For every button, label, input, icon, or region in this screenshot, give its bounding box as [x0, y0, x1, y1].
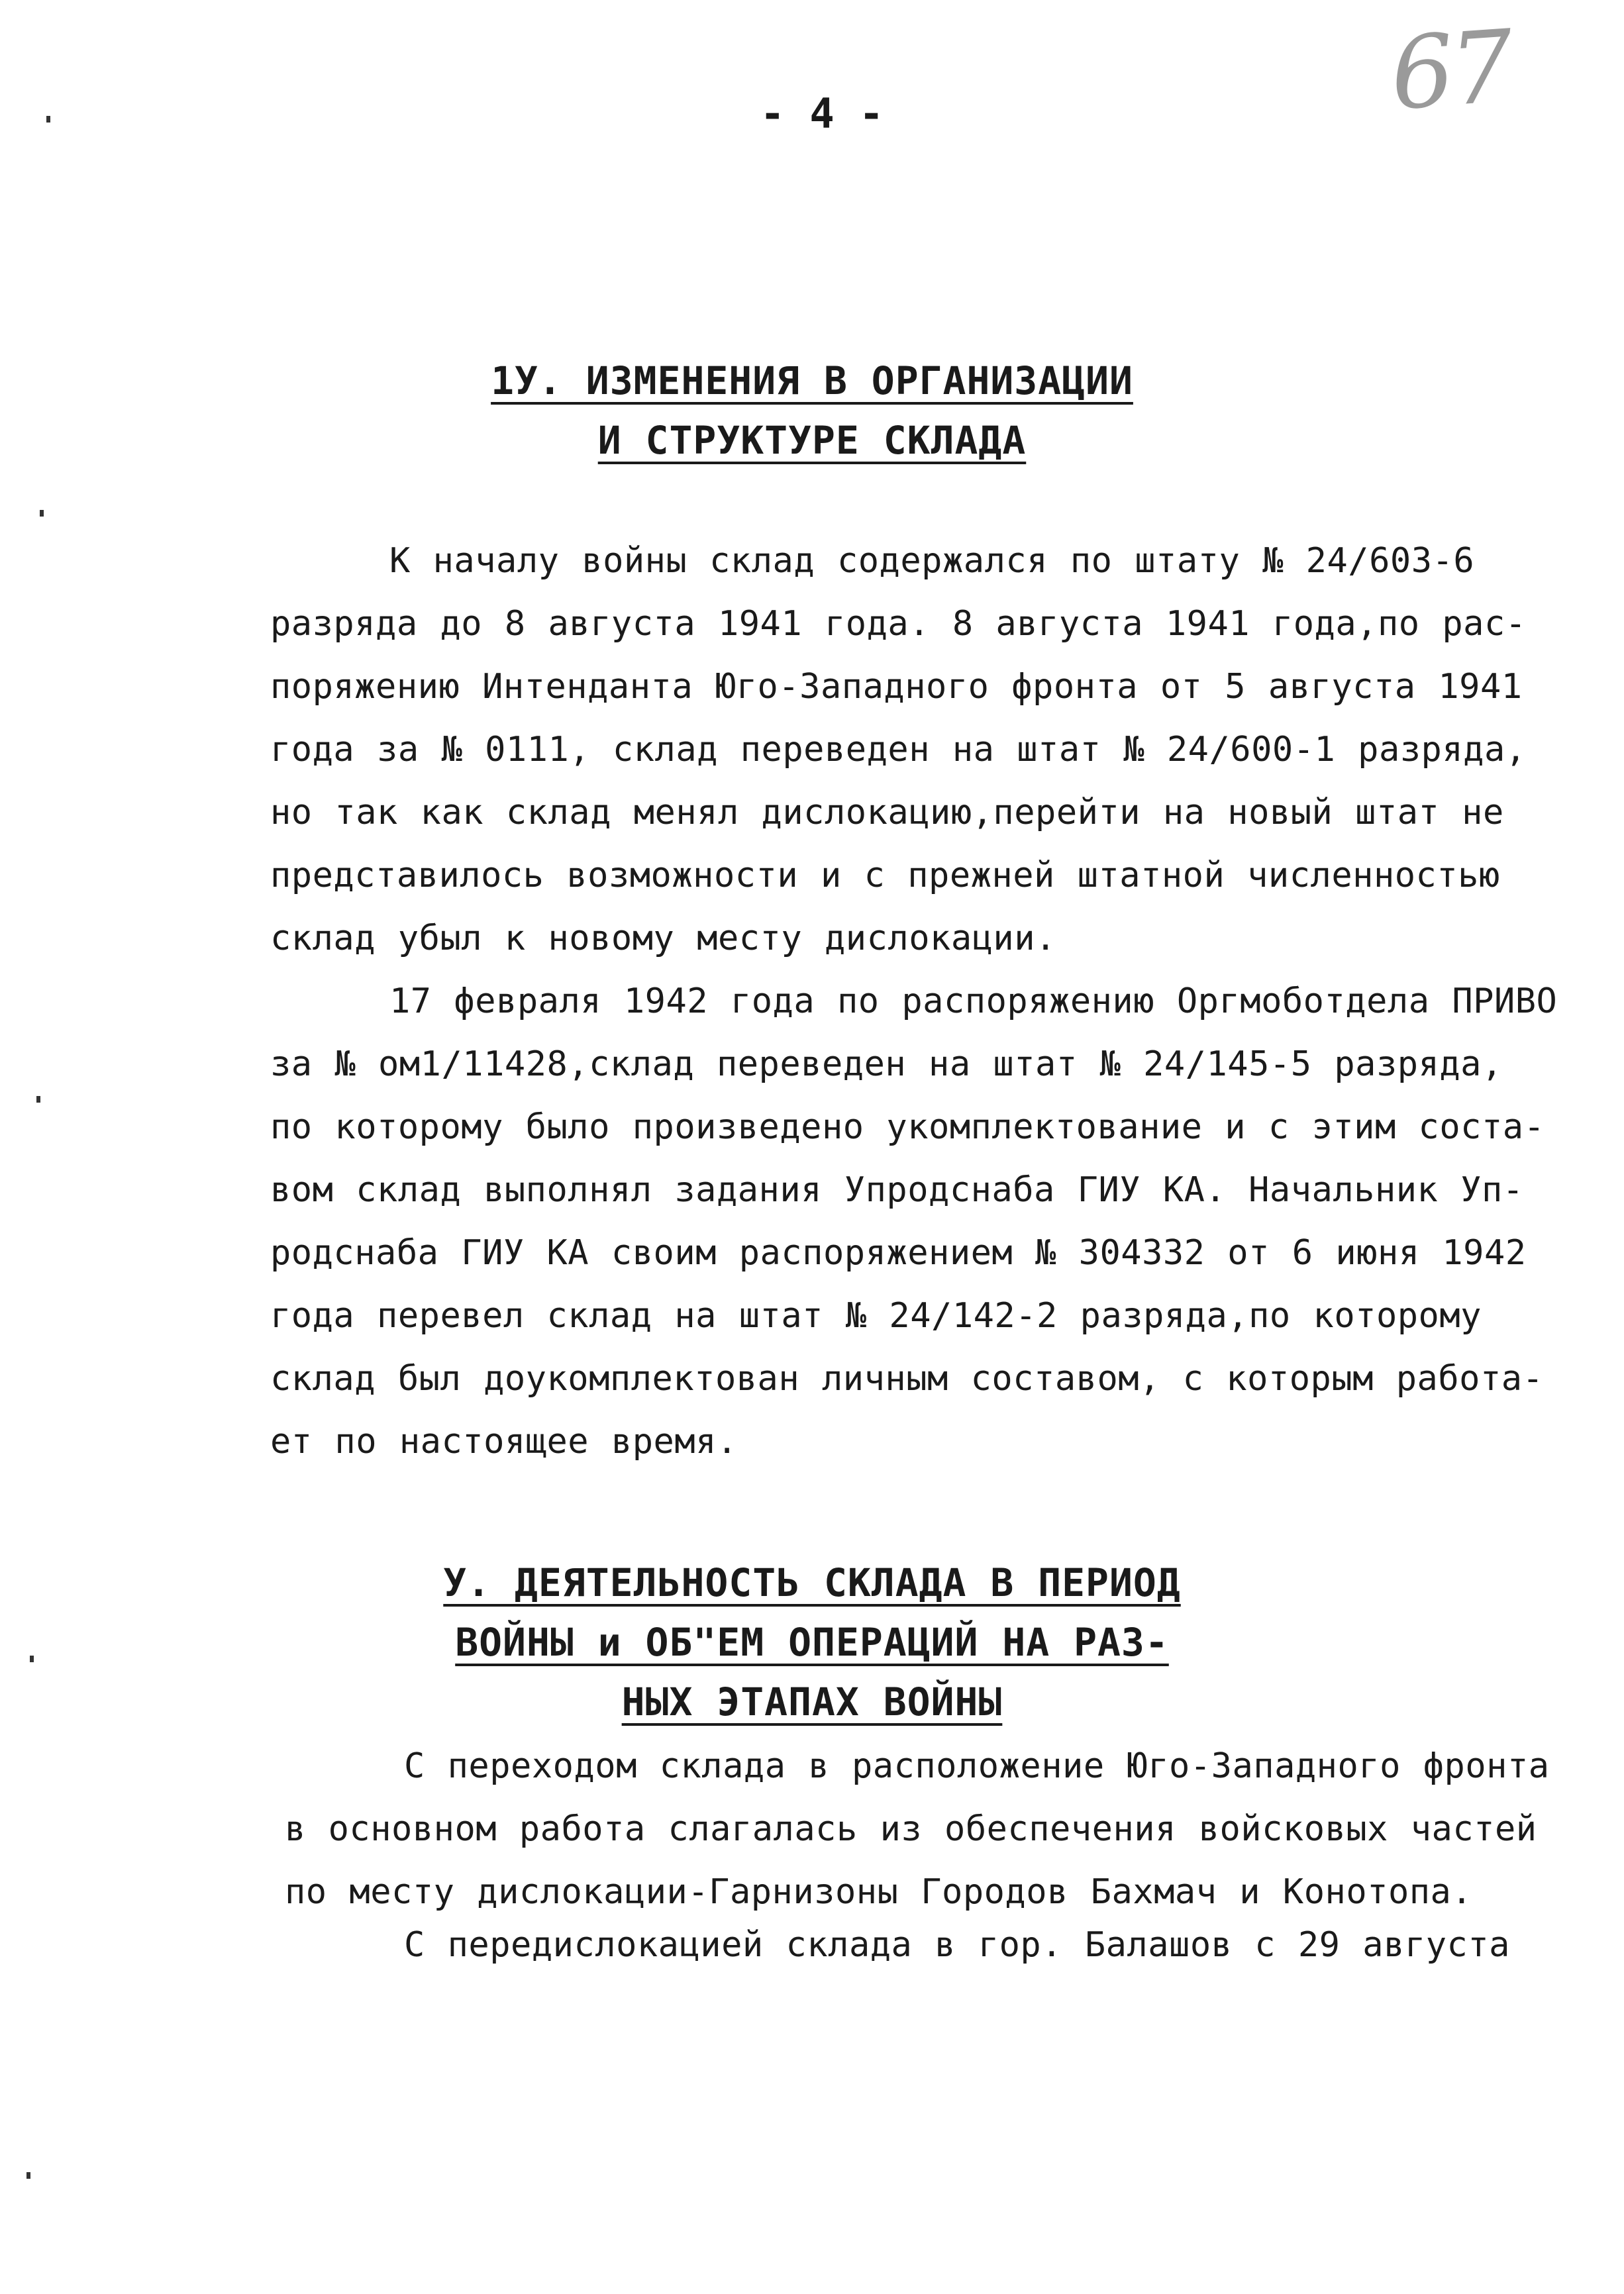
section-4-heading — [0, 351, 1624, 470]
text-line: ет по настоящее время. — [270, 1422, 738, 1462]
paragraph-balashov-relocation — [285, 1914, 1603, 1977]
text-line: 17 февраля 1942 года по распоряжению Оргмоботдела ПРИВО — [389, 981, 1558, 1021]
section-4-heading-line-1: 1У. ИЗМЕНЕНИЯ В ОРГАНИЗАЦИИ — [491, 358, 1133, 403]
section-4-heading-line-2: И СТРУКТУРЕ СКЛАДА — [597, 418, 1027, 463]
text-line: по месту дислокации-Гарнизоны Городов Бахмач и Конотопа. — [285, 1872, 1473, 1912]
margin-speck — [36, 1096, 40, 1103]
margin-speck — [40, 510, 44, 517]
paragraph-southwest-front — [285, 1735, 1603, 1924]
margin-speck — [30, 1656, 34, 1662]
text-line: по которому было произведено укомплектование и с этим соста- — [270, 1107, 1545, 1147]
text-line: С передислокацией склада в гор. Балашов с 29 августа — [404, 1925, 1510, 1965]
text-line: склад был доукомплектован личным составом, с которым работа- — [270, 1359, 1544, 1399]
page-number: - 4 - — [760, 89, 884, 138]
text-line: но так как склад менял дислокацию,перейти на новый штат не — [270, 793, 1504, 832]
text-line: С переходом склада в расположение Юго-Западного фронта — [404, 1746, 1550, 1786]
text-line: К началу войны склад содержался по штату № 24/603-6 — [389, 541, 1475, 581]
text-line: родснаба ГИУ КА своим распоряжением № 304332 от 6 июня 1942 — [270, 1233, 1527, 1273]
section-5-heading-line-1: У. ДЕЯТЕЛЬНОСТЬ СКЛАДА В ПЕРИОД — [443, 1560, 1181, 1605]
text-line: вом склад выполнял задания Упродснаба ГИУ КА. Начальник Уп- — [270, 1170, 1524, 1210]
margin-speck — [46, 116, 50, 123]
archive-page-number: 67 — [1387, 9, 1513, 133]
text-line: представилось возможности и с прежней штатной численностью — [270, 856, 1500, 895]
text-line: склад убыл к новому месту дислокации. — [270, 919, 1056, 958]
section-5-heading-line-3: НЫХ ЭТАПАХ ВОЙНЫ — [621, 1679, 1003, 1724]
text-line: поряжению Интенданта Юго-Западного фронта от 5 августа 1941 — [270, 667, 1523, 707]
paragraph-staff-changes-1941 — [270, 530, 1588, 970]
paragraph-staff-changes-1942 — [270, 970, 1588, 1473]
text-line: в основном работа слагалась из обеспечения войсковых частей — [285, 1809, 1537, 1849]
margin-speck — [26, 2172, 30, 2179]
text-line: года за № 0111, склад переведен на штат № 24/600-1 разряда, — [270, 730, 1527, 770]
text-line: разряда до 8 августа 1941 года. 8 августа 1941 года,по рас- — [270, 604, 1527, 644]
text-line: за № ом1/11428,склад переведен на штат № 24/145-5 разряда, — [270, 1044, 1503, 1084]
section-5-heading-line-2: ВОЙНЫ и ОБ"ЕМ ОПЕРАЦИЙ НА РАЗ- — [455, 1620, 1169, 1665]
section-5-heading — [0, 1553, 1624, 1732]
text-line: года перевел склад на штат № 24/142-2 разряда,по которому — [270, 1296, 1482, 1336]
